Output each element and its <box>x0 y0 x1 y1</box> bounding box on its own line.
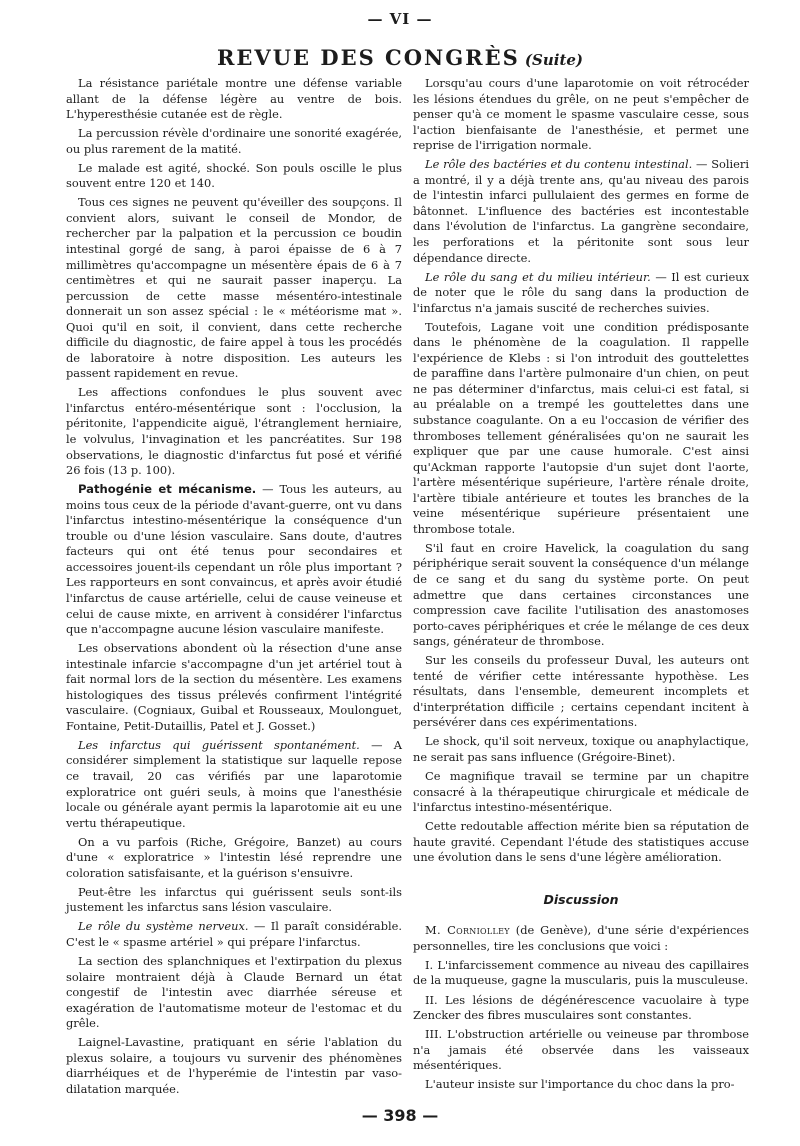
paragraph: Laignel-Lavastine, pratiquant en série l'ablation du plexus solaire, a toujours vu survenir des phénomènes diarrhéiques et de l'hyperémie de l'intestin par vaso-dilatation marquée. <box>66 1035 402 1096</box>
paragraph: I. L'infarcissement commence au niveau des capillaires de la muqueuse, gagne la muscularis, puis la musculeuse. <box>413 957 749 988</box>
paragraph: S'il faut en croire Havelick, la coagulation du sang périphérique serait souvent la conséquence d'un mélange de ce sang et du sang du système porte. On peut admettre que dans certaines circonstances une compression cave facilite l'utilisation des anastomoses porto-caves périphériques et crée le mélange de ces deux sangs, générateur de thrombose. <box>413 540 749 649</box>
paragraph: Les observations abondent où la résection d'une anse intestinale infarcie s'accompagne d'un jet artériel tout à fait normal lors de la section du mésentère. Les examens histologiques des tissus prélevés confirment l'intégrité vasculaire. (Cogniaux, Guibal et Rousseaux, Moulonguet, Fontaine, Petit-Dutaillis, Patel et J. Gosset.) <box>66 641 402 733</box>
paragraph: Toutefois, Lagane voit une condition prédisposante dans le phénomène de la coagulation. Il rappelle l'expérience de Klebs : si l'on introduit des gouttelettes de paraffine dans l'artère pulmonaire d'un chien, on peut ne pas déterminer d'infarctus, mais celui-ci est fatal, si au préalable on a trempé les gouttelettes dans une substance coagulante. On a eu l'occasion de vérifier des thromboses tellement généralisées qu'on ne saurait les expliquer que par une cause humorale. C'est ainsi qu'Ackman rapporte l'autopsie d'un sujet dont l'aorte, l'artère mésentérique supérieure, l'artère rénale droite, l'artère tibiale antérieure et toutes les branches de la veine mésentérique supérieure présentaient une thrombose totale. <box>413 319 749 536</box>
page-title <box>0 46 800 72</box>
discussion-heading: Discussion <box>543 891 619 907</box>
paragraph: Peut-être les infarctus qui guérissent seuls sont-ils justement les infarctus sans lésion vasculaire. <box>66 884 402 915</box>
paragraph: La percussion révèle d'ordinaire une sonorité exagérée, ou plus rarement de la matité. <box>66 126 402 156</box>
page-number: — 398 — <box>361 1106 439 1125</box>
right-column <box>413 76 749 1093</box>
paragraph: Les affections confondues le plus souvent avec l'infarctus entéro-mésentérique sont : l'occlusion, la péritonite, l'appendicite aiguë, l'étranglement herniaire, le volvulus, l'invagination et les pancréatites. Sur 198 observations, le diagnostic d'infarctus fut posé et vérifié 26 fois (13 p. 100). <box>66 385 402 478</box>
paragraph: Ce magnifique travail se termine par un chapitre consacré à la thérapeutique chirurgicale et médicale de l'infarctus intestino-mésentérique. <box>413 769 749 815</box>
paragraph: La section des splanchniques et l'extirpation du plexus solaire montraient déjà à Claude Bernard un état congestif de l'intestin avec diarrhée séreuse et exagération de l'automatisme moteur de l'estomac et du grêle. <box>66 954 402 1031</box>
paragraph: II. Les lésions de dégénérescence vacuolaire à type Zencker des fibres musculaires sont constantes. <box>413 992 749 1023</box>
paragraph: Le malade est agité, shocké. Son pouls oscille le plus souvent entre 120 et 140. <box>66 160 402 191</box>
paragraph <box>413 157 749 266</box>
paragraph: Le shock, qu'il soit nerveux, toxique ou anaphylactique, ne serait pas sans influence (Grégoire-Binet). <box>413 734 749 764</box>
section-heading: Le rôle du sang et du milieu intérieur. <box>425 269 651 284</box>
paragraph <box>66 738 402 831</box>
paragraph: Lorsqu'au cours d'une laparotomie on voit rétrocéder les lésions étendues du grêle, on ne peut s'empêcher de penser qu'à ce moment le spasme vasculaire cesse, sous l'action bienfaisante de l'anesthésie, et permet une reprise de l'irrigation normale. <box>413 76 749 153</box>
paragraph-text: — Solieri a montré, il y a déjà trente ans, qu'au niveau des parois de l'intestin infarci pullulaient des germes en forme de bâtonnet. L'influence des bactéries est incontestable dans l'évolution de l'infarctus. La gangrène secondaire, les perforations et la péritonite sont sous leur dépendance directe. <box>413 157 749 265</box>
left-column <box>66 76 402 1097</box>
paragraph: Sur les conseils du professeur Duval, les auteurs ont tenté de vérifier cette intéressante hypothèse. Les résultats, dans l'ensemble, demeurent incomplets et d'interprétation difficile ; certains cependant incitent à persévérer dans ces expérimentations. <box>413 653 749 730</box>
paragraph-text: — Tous les auteurs, au moins tous ceux de la période d'avant-guerre, ont vu dans l'infarctus intestino-mésentérique la conséquence d'un trouble ou d'une lésion vasculaire. Sans doute, d'autres facteurs qui ont été tenus pour secondaires et accessoires jouent-ils cependant un rôle plus important ? Les rapporteurs en sont convaincus, et après avoir étudié l'infarctus de cause artérielle, celui de cause veineuse et celui de cause mixte, en arrivent à considérer l'infarctus que n'accompagne aucune lésion vasculaire manifeste. <box>66 482 402 637</box>
paragraph: On a vu parfois (Riche, Grégoire, Banzet) au cours d'une « exploratrice » l'intestin lésé reprendre une coloration satisfaisante, et la guérison s'ensuivre. <box>66 834 402 880</box>
page-header-number: — VI — <box>367 10 433 28</box>
paragraph <box>413 923 749 954</box>
paragraph-text: — A considérer simplement la statistique sur laquelle repose ce travail, 20 cas vérifiés par une laparotomie exploratrice ont guéri seuls, à moins que l'anesthésie locale ou générale ayant permis la laparotomie ait eu une vertu thérapeutique. <box>66 737 402 830</box>
title-suite: (Suite) <box>524 51 584 69</box>
paragraph-text: — Il est curieux de noter que le rôle du sang dans la production de l'infarctus n'a jamais suscité de recherches suivies. <box>413 269 749 315</box>
paragraph: L'auteur insiste sur l'importance du choc dans la pro- <box>425 1077 735 1092</box>
paragraph: Tous ces signes ne peuvent qu'éveiller des soupçons. Il convient alors, suivant le conseil de Mondor, de rechercher par la palpation et la percussion ce boudin intestinal gorgé de sang, à paroi épaisse de 6 à 7 millimètres qu'accompagne un mésentère épais de 6 à 7 centimètres et qui ne saurait passer inaperçu. La percussion de cette masse mésentéro-intestinale donnerait un son assez spécial : le « météorisme mat ». Quoi qu'il en soit, il convient, dans cette recherche difficile du diagnostic, de faire appel à tous les procédés de laboratoire à notre disposition. Les auteurs les passent rapidement en revue. <box>66 195 402 381</box>
paragraph-text: (de Genève), d'une série d'expériences personnelles, tire les conclusions que voici : <box>413 923 749 953</box>
paragraph <box>66 482 402 637</box>
section-heading: Les infarctus qui guérissent spontanément. <box>78 737 360 752</box>
title-main: REVUE DES CONGRÈS <box>216 45 520 70</box>
paragraph: III. L'obstruction artérielle ou veineuse par thrombose n'a jamais été observée dans les vaisseaux mésentériques. <box>413 1027 749 1073</box>
paragraph: La résistance pariétale montre une défense variable allant de la défense légère au ventre de bois. L'hyperesthésie cutanée est de règle. <box>66 76 402 122</box>
paragraph <box>66 919 402 950</box>
section-heading: Pathogénie et mécanisme. <box>78 482 257 497</box>
paragraph: Cette redoutable affection mérite bien sa réputation de haute gravité. Cependant l'étude des statistiques accuse une évolution dans le sens d'une légère amélioration. <box>413 819 749 865</box>
author-name: M. Corniolley <box>425 923 510 938</box>
paragraph <box>413 270 749 317</box>
section-heading: Le rôle du système nerveux. <box>78 919 249 934</box>
paragraph-text: — Il paraît considérable. C'est le « spasme artériel » qui prépare l'infarctus. <box>66 919 403 949</box>
section-heading: Le rôle des bactéries et du contenu intestinal. <box>425 157 693 172</box>
